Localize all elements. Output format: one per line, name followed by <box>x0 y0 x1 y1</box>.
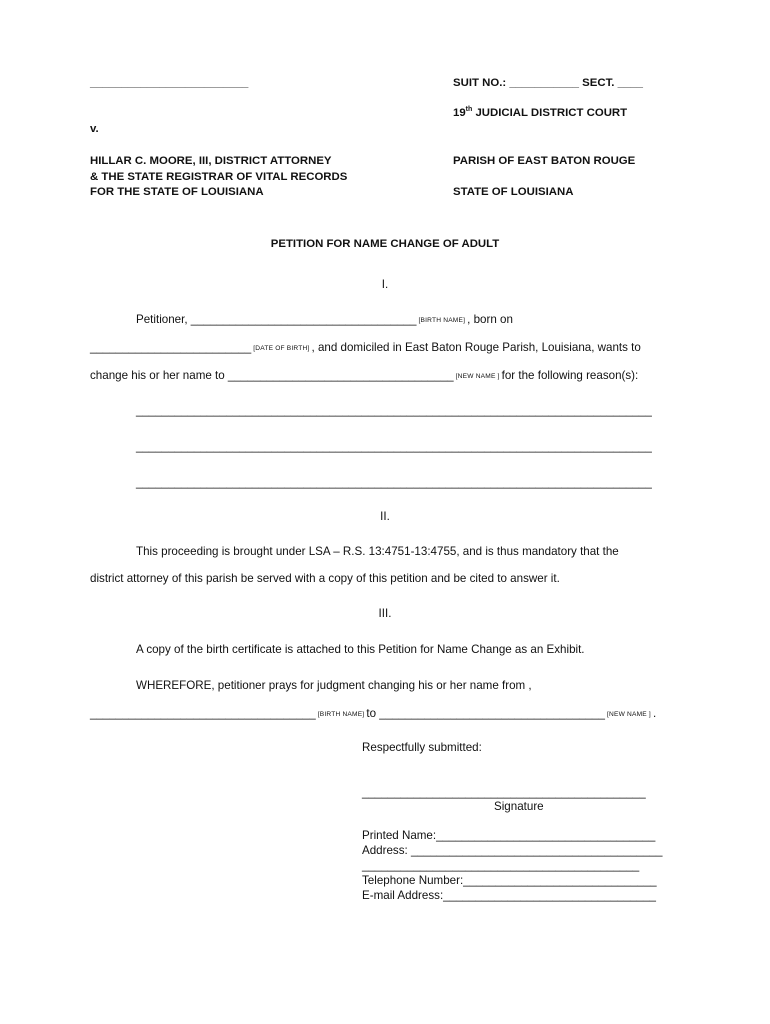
versus-label: v. <box>90 123 99 135</box>
reason-line: ________________________________________________________________________________ <box>136 476 652 489</box>
name-change-line <box>90 707 656 722</box>
birth-name-label: [BIRTH NAME] <box>416 317 468 324</box>
document-title: PETITION FOR NAME CHANGE OF ADULT <box>270 238 500 250</box>
defendant-line-3: FOR THE STATE OF LOUISIANA <box>90 186 264 198</box>
state-name: STATE OF LOUISIANA <box>453 186 574 198</box>
to-new-name-blank: ___________________________________ <box>379 707 605 720</box>
period: . <box>652 707 657 720</box>
petitioner-paragraph-line-3 <box>90 369 638 384</box>
new-name-blank: change his or her name to ___________________________________ <box>90 369 454 382</box>
petitioner-paragraph-line-1 <box>136 313 513 328</box>
defendant-line-1: HILLAR C. MOORE, III, DISTRICT ATTORNEY <box>90 155 332 167</box>
court-name <box>453 106 627 120</box>
born-on-text: , born on <box>467 313 513 326</box>
petitioner-name-blank: _________________________ <box>90 77 249 89</box>
section-2-line-1: This proceeding is brought under LSA – R.S. 13:4751-13:4755, and is thus mandatory that the <box>136 545 619 558</box>
to-new-name-label: [NEW NAME ] <box>604 711 653 718</box>
telephone-field: Telephone Number:______________________________ <box>362 874 657 887</box>
court-name-rest: JUDICIAL DISTRICT COURT <box>472 107 628 119</box>
date-of-birth-blank: _________________________ <box>90 341 252 354</box>
defendant-line-2: & THE STATE REGISTRAR OF VITAL RECORDS <box>90 171 348 183</box>
signature-label: Signature <box>494 800 544 813</box>
suit-number-line: SUIT NO.: ___________ SECT. ____ <box>453 77 643 89</box>
court-ordinal-suffix: th <box>465 106 473 113</box>
signature-line: ____________________________________________ <box>362 786 646 799</box>
reason-line: ________________________________________________________________________________ <box>136 404 652 417</box>
reasons-text: for the following reason(s): <box>501 369 639 382</box>
section-3-numeral: III. <box>378 607 392 620</box>
petitioner-birth-name-blank: Petitioner, ___________________________________ <box>136 313 417 326</box>
from-birth-name-blank: ___________________________________ <box>90 707 316 720</box>
address-field-line-2: ___________________________________________ <box>362 859 640 872</box>
address-field: Address: _______________________________________ <box>362 844 663 857</box>
parish-name: PARISH OF EAST BATON ROUGE <box>453 155 636 167</box>
new-name-label: [NEW NAME ] <box>453 373 502 380</box>
petitioner-paragraph-line-2 <box>90 341 641 356</box>
reason-line: ________________________________________________________________________________ <box>136 440 652 453</box>
email-field: E-mail Address:_________________________________ <box>362 889 656 902</box>
section-2-numeral: II. <box>380 510 390 523</box>
respectfully-submitted: Respectfully submitted: <box>362 741 482 754</box>
section-2-line-2: district attorney of this parish be served with a copy of this petition and be cited to answer it. <box>90 572 560 585</box>
printed-name-field: Printed Name:__________________________________ <box>362 829 656 842</box>
section-3-line-1: A copy of the birth certificate is attached to this Petition for Name Change as an Exhibit. <box>136 643 585 656</box>
to-word: to <box>366 707 380 720</box>
from-birth-name-label: [BIRTH NAME] <box>315 711 367 718</box>
court-number: 19 <box>453 107 466 119</box>
domicile-text: , and domiciled in East Baton Rouge Parish, Louisiana, wants to <box>311 341 641 354</box>
date-of-birth-label: [DATE OF BIRTH] <box>251 345 312 352</box>
wherefore-clause: WHEREFORE, petitioner prays for judgment changing his or her name from , <box>136 679 532 692</box>
section-1-numeral: I. <box>381 278 389 291</box>
